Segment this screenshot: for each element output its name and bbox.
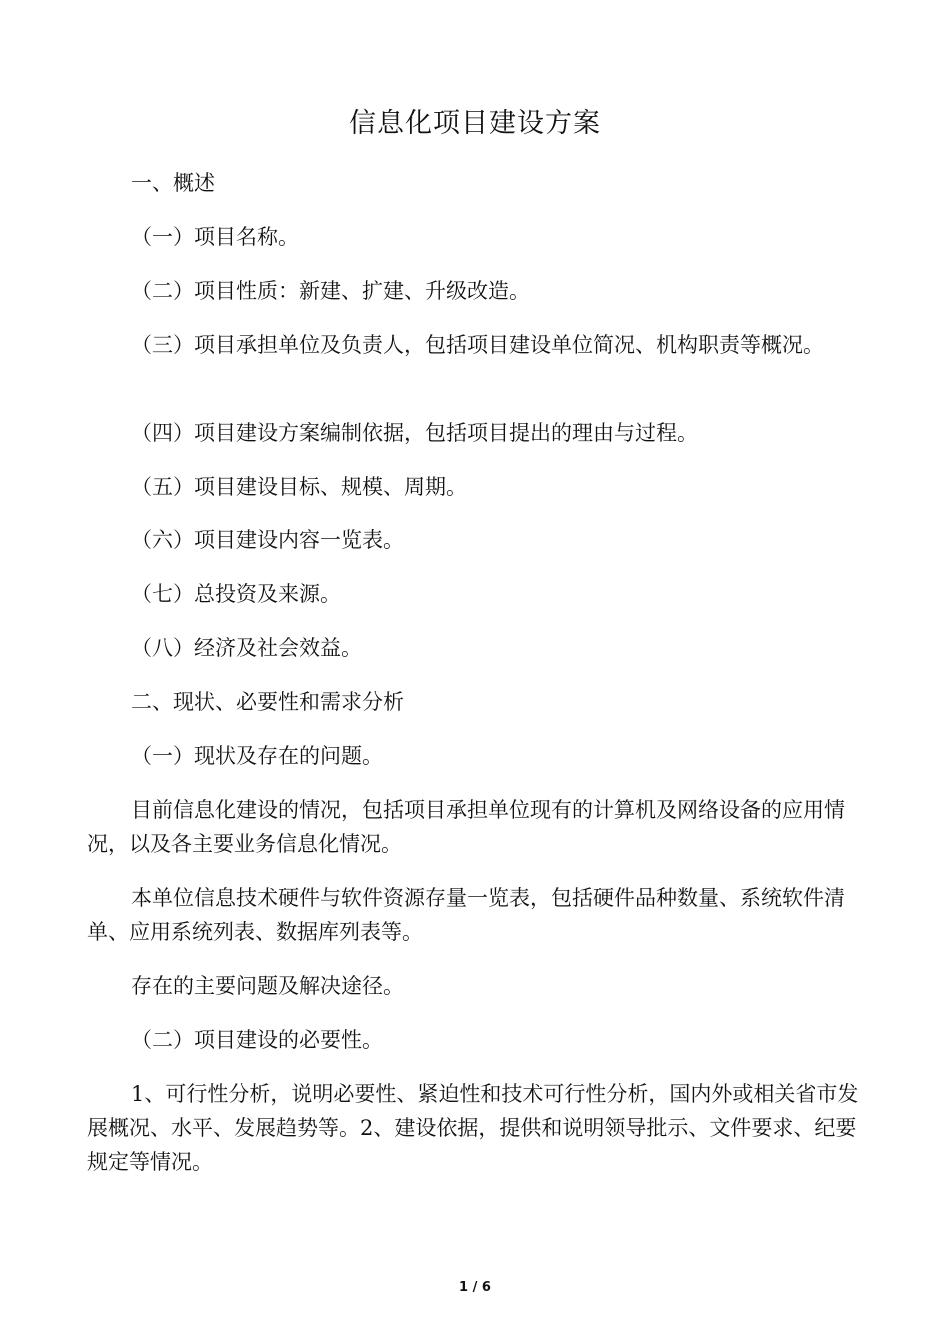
- paragraph-problems: 存在的主要问题及解决途径。: [131, 974, 404, 998]
- paragraph-benefits: （八）经济及社会效益。: [131, 636, 362, 660]
- paragraph-resources: 本单位信息技术硬件与软件资源存量一览表，包括硬件品种数量、系统软件清单、应用系统列表、数据库列表等。: [87, 886, 845, 944]
- section-heading-overview: 一、概述: [131, 171, 215, 195]
- paragraph-status: （一）现状及存在的问题。: [131, 744, 383, 768]
- paragraph-project-content: （六）项目建设内容一览表。: [131, 528, 404, 552]
- paragraph-project-unit: （三）项目承担单位及负责人，包括项目建设单位简况、机构职责等概况。: [131, 333, 824, 357]
- section-heading-analysis: 二、现状、必要性和需求分析: [131, 690, 404, 714]
- paragraph-project-goal: （五）项目建设目标、规模、周期。: [131, 475, 467, 499]
- paragraph-project-basis: （四）项目建设方案编制依据，包括项目提出的理由与过程。: [131, 421, 698, 445]
- paragraph-investment: （七）总投资及来源。: [131, 582, 341, 606]
- paragraph-current-status: 目前信息化建设的情况，包括项目承担单位现有的计算机及网络设备的应用情况，以及各主要业务信息化情况。: [87, 798, 845, 856]
- document-title: 信息化项目建设方案: [349, 108, 601, 139]
- page-number: 1 / 6: [459, 1280, 491, 1295]
- paragraph-project-nature: （二）项目性质：新建、扩建、升级改造。: [131, 279, 530, 303]
- paragraph-project-name: （一）项目名称。: [131, 225, 299, 249]
- paragraph-feasibility: 1、可行性分析，说明必要性、紧迫性和技术可行性分析，国内外或相关省市发展概况、水平、发展趋势等。2、建设依据，提供和说明领导批示、文件要求、纪要规定等情况。: [87, 1082, 859, 1174]
- paragraph-necessity: （二）项目建设的必要性。: [131, 1028, 383, 1052]
